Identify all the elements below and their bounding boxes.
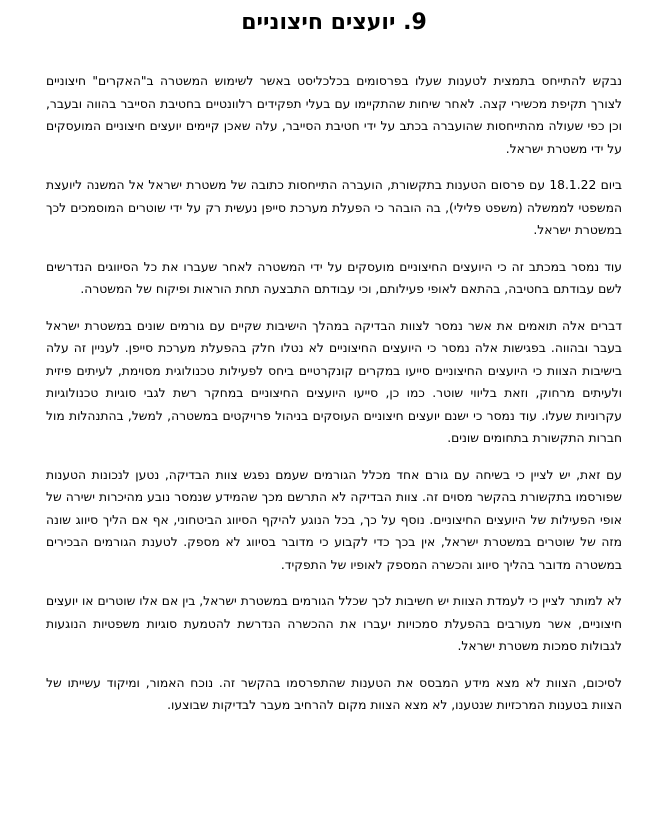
paragraph-meetings-findings: דברים אלה תואמים את אשר נמסר לצוות הבדיקה במהלך הישיבות שקיים עם גורמים שונים במשטרת ישראל בעבר ובהווה. בפגישות אלה נמסר כי היועצים החיצוניים לא נטלו חלק בהפעלת מערכת סייפן. לעניין זה עלה בישיבות הצוות כי היועצים החיצוניים סייעו במקרים קונקרטיים ביחס לפעילות טכנולוגית מסוימת, לעיתים פיזית ולעיתים מרחוק, וזאת בליווי שוטר. כמו כן, סייעו היועצים החיצוניים במחקר רשת לגבי סוגיות טכנולוגיות עקרוניות שעלו. עוד נמסר כי ישנם יועצים חיצוניים העוסקים בניהול פרויקטים במשטרה, למשל, בהתנהלות מול חברות התקשורת בתחומים שונים. (46, 318, 622, 445)
document-page (46, 8, 622, 731)
paragraph-training-importance: לא למותר לציין כי לעמדת הצוות יש חשיבות לכך שכלל הגורמים במשטרת ישראל, בין אם אלו שוטרים או יועצים חיצוניים, אשר מעורבים בהפעלת סמכויות יעברו את ההכשרה הנדרשת להטמעת סוגיות משפטיות הנוגעות לגבולות סמכות משטרת ישראל. (46, 594, 622, 653)
paragraph-summary: לסיכום, הצוות לא מצא מידע המבסס את הטענות שהתפרסמו בהקשר זה. נוכח האמור, ומיקוד עשייתו של הצוות בטענות המרכזיות שנטענו, לא מצא הצוות מקום להרחיב מעבר לבדיקות שבוצעו. (46, 675, 622, 712)
section-heading: 9. יועצים חיצוניים (241, 10, 427, 35)
paragraph-external-hackers: נבקש להתייחס בתמצית לטענות שעלו בפרסומים בכלכליסט באשר לשימוש המשטרה ב"האקרים" חיצוניים לצורך תקיפת מכשירי קצה. לאחר שיחות שהתקיימו עם בעלי תפקידים רלוונטיים בחטיבת הסייבר בהווה ובעבר, וכן כפי שעולה מהתייחסות שהועברה בכתב על ידי חטיבת הסייבר, עלה שאכן קיימים יועצים חיצוניים המועסקים על ידי משטרת ישראל. (46, 74, 622, 156)
paragraph-security-clearances: עוד נמסר במכתב זה כי היועצים החיצוניים מועסקים על ידי המשטרה לאחר שעברו את כל הסיווגים הנדרשים לשם עבודתם בחטיבה, בהתאם לאופי פעילותם, וכי עבודתם התבצעה תחת הוראות ופיקוח של המשטרה. (46, 259, 622, 296)
paragraph-dissenting-source: עם זאת, יש לציין כי בשיחה עם גורם אחד מכלל הגורמים שעמם נפגש צוות הבדיקה, נטען לנכונות הטענות שפורסמו בתקשורת בהקשר מסוים זה. צוות הבדיקה לא התרשם מכך שהמידע שנמסר נובע מהיכרות ישירה של אופי הפעילות של היועצים החיצוניים. נוסף על כך, בכל הנוגע להיקף הסיווג הביטחוני, אף אם הליך סיווג שונה מזה של שוטרים במשטרת ישראל, אין בכך כדי לקבוע כי מדובר בסיווג לא מספק. לטענת הגורמים הבכירים במשטרה מדובר בהליך סיווג והכשרה המספק לאופיו של התפקיד. (46, 467, 622, 572)
paragraph-written-response: ביום 18.1.22 עם פרסום הטענות בתקשורת, הועברה התייחסות כתובה של משטרת ישראל אל המשנה ליועצת המשפטי לממשלה (משפט פלילי), בה הובהר כי הפעלת מערכת סייפן נעשית רק על ידי שוטרים המוסמכים לכך במשטרת ישראל. (46, 178, 622, 237)
